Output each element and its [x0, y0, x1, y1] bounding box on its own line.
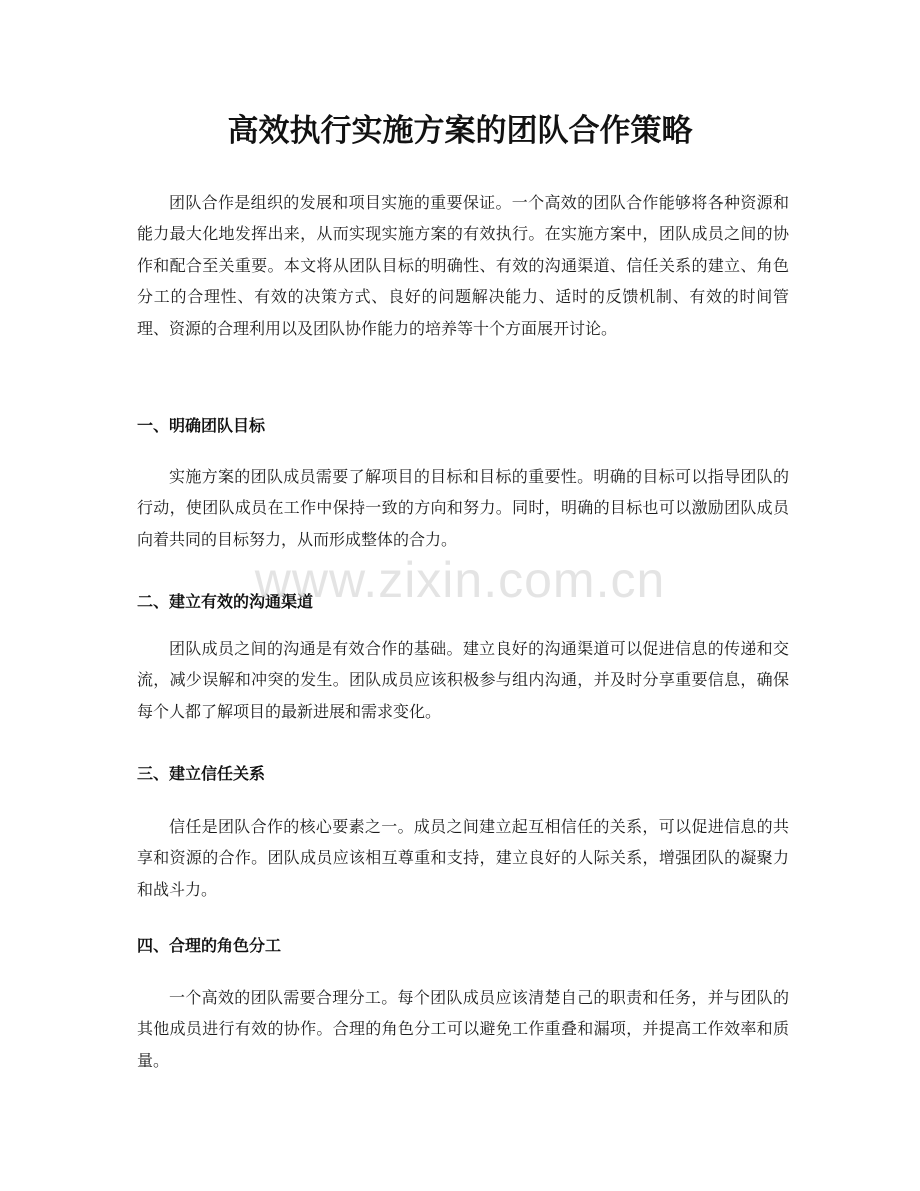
section-body-3: 信任是团队合作的核心要素之一。成员之间建立起互相信任的关系，可以促进信息的共享和资源的合作。团队成员应该相互尊重和支持，建立良好的人际关系，增强团队的凝聚力和战斗力。	[137, 817, 789, 899]
section-body-1: 实施方案的团队成员需要了解项目的目标和目标的重要性。明确的目标可以指导团队的行动，使团队成员在工作中保持一致的方向和努力。同时，明确的目标也可以激励团队成员向着共同的目标努力，从而形成整体的合力。	[137, 467, 789, 549]
section-body-4: 一个高效的团队需要合理分工。每个团队成员应该清楚自己的职责和任务，并与团队的其他成员进行有效的协作。合理的角色分工可以避免工作重叠和漏项，并提高工作效率和质量。	[137, 988, 789, 1070]
document-title: 高效执行实施方案的团队合作策略	[227, 113, 693, 149]
section-heading-4: 四、合理的角色分工	[137, 936, 282, 955]
section-heading-1: 一、明确团队目标	[137, 416, 266, 435]
section-heading-3: 三、建立信任关系	[137, 764, 266, 783]
watermark: www.zixin.com.cn	[254, 552, 666, 608]
section-heading-2: 二、建立有效的沟通渠道	[137, 592, 314, 611]
section-body-2: 团队成员之间的沟通是有效合作的基础。建立良好的沟通渠道可以促进信息的传递和交流，减少误解和冲突的发生。团队成员应该积极参与组内沟通，并及时分享重要信息，确保每个人都了解项目的最新进展和需求变化。	[137, 639, 789, 721]
intro-paragraph: 团队合作是组织的发展和项目实施的重要保证。一个高效的团队合作能够将各种资源和能力最大化地发挥出来，从而实现实施方案的有效执行。在实施方案中，团队成员之间的协作和配合至关重要。本文将从团队目标的明确性、有效的沟通渠道、信任关系的建立、角色分工的合理性、有效的决策方式、良好的问题解决能力、适时的反馈机制、有效的时间管理、资源的合理利用以及团队协作能力的培养等十个方面展开讨论。	[137, 193, 789, 338]
